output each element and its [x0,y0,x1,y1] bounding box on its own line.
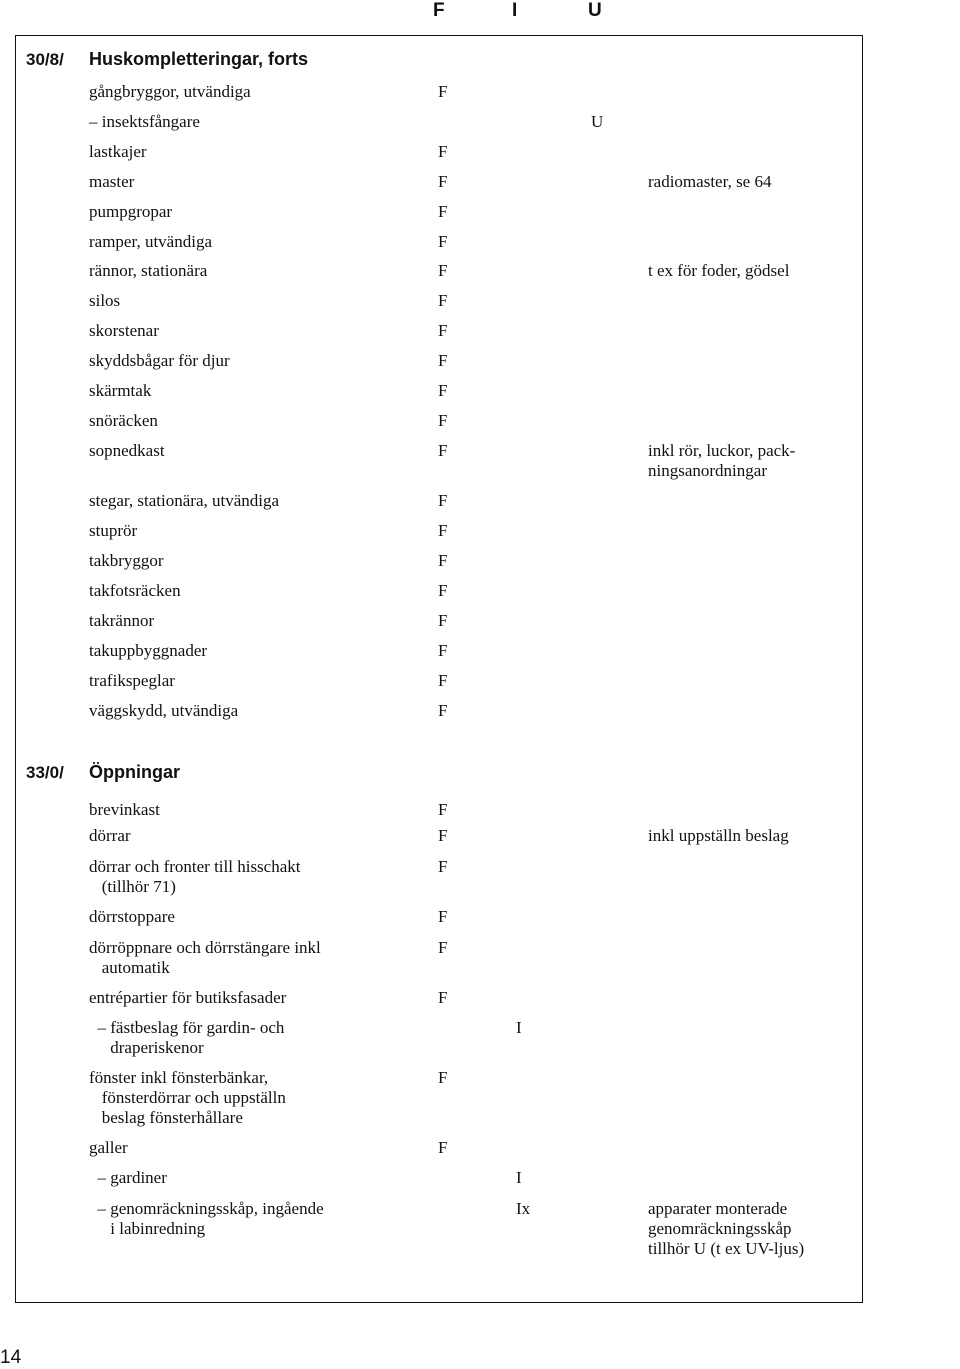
row-f-mark: F [438,321,448,340]
row-f-mark: F [438,521,448,540]
column-header-i: I [512,0,518,21]
row-f-mark: F [438,441,448,460]
section-number: 30/8/ [26,50,64,69]
row-label: dörrstoppare [89,907,175,926]
row-label: sopnedkast [89,441,165,460]
section-number: 33/0/ [26,763,64,782]
column-header-f: F [433,0,445,21]
row-label: – gardiner [89,1168,167,1187]
row-label: – fästbeslag för gardin- och draperiskenor [97,1018,285,1057]
row-label: galler [89,1138,128,1157]
row-f-mark: F [438,907,448,926]
row-label: stegar, stationära, utvändiga [89,491,280,510]
row-label: dörröppnare och dörrstängare inkl automatik [89,938,321,977]
row-f-mark: F [438,202,448,221]
row-f-mark: F [438,800,448,819]
row-label: fönster inkl fönsterbänkar, fönsterdörrar och uppställn beslag fönsterhållare [89,1068,286,1127]
row-label: trafikspeglar [89,671,175,690]
row-label: pumpgropar [89,202,173,221]
row-note: radiomaster, se 64 [648,172,772,191]
row-label: – genomräckningsskåp, ingående i labinredning [97,1199,324,1238]
row-f-mark: F [438,581,448,600]
row-f-mark: F [438,381,448,400]
row-f-mark: F [438,1068,448,1087]
row-label: – insektsfångare [89,112,200,131]
row-label: entrépartier för butiksfasader [89,988,287,1007]
row-f-mark: F [438,611,448,630]
row-label: master [89,172,135,191]
row-f-mark: F [438,142,448,161]
row-label: takuppbyggnader [89,641,208,660]
row-note: inkl uppställn beslag [648,826,789,845]
row-label: rännor, stationära [89,261,208,280]
row-label: dörrar och fronter till hisschakt (tillhör 71) [89,857,301,896]
row-f-mark: F [438,701,448,720]
row-f-mark: F [438,1138,448,1157]
row-f-mark: F [438,938,448,957]
row-f-mark: F [438,291,448,310]
row-note: inkl rör, luckor, pack- ningsanordningar [648,441,796,480]
row-label: skorstenar [89,321,159,340]
row-f-mark: F [438,491,448,510]
row-f-mark: F [438,351,448,370]
row-label: takrännor [89,611,155,630]
row-label: lastkajer [89,142,147,161]
row-label: brevinkast [89,800,160,819]
row-label: skärmtak [89,381,152,400]
row-label: takbryggor [89,551,164,570]
row-f-mark: F [438,671,448,690]
section-title: Huskompletteringar, forts [89,49,309,69]
row-label: takfotsräcken [89,581,181,600]
row-f-mark: F [438,82,448,101]
row-f-mark: F [438,826,448,845]
row-f-mark: F [438,232,448,251]
row-note: apparater monterade genomräckningsskåp tillhör U (t ex UV-ljus) [648,1199,805,1258]
row-note: t ex för foder, gödsel [648,261,790,280]
row-i-mark: I [516,1018,522,1037]
row-label: silos [89,291,121,310]
row-label: ramper, utvändiga [89,232,212,251]
row-label: dörrar [89,826,131,845]
column-header-u: U [588,0,602,21]
row-i-mark: Ix [516,1199,531,1218]
row-label: gångbryggor, utvändiga [89,82,251,101]
row-f-mark: F [438,641,448,660]
row-f-mark: F [438,261,448,280]
page-number: 14 [0,1347,22,1368]
row-label: stuprör [89,521,138,540]
row-f-mark: F [438,988,448,1007]
row-label: snöräcken [89,411,158,430]
row-i-mark: I [516,1168,522,1187]
section-title: Öppningar [89,762,180,782]
row-f-mark: F [438,857,448,876]
row-u-mark: U [591,112,604,131]
row-f-mark: F [438,411,448,430]
row-f-mark: F [438,172,448,191]
row-f-mark: F [438,551,448,570]
row-label: skyddsbågar för djur [89,351,230,370]
row-label: väggskydd, utvändiga [89,701,239,720]
